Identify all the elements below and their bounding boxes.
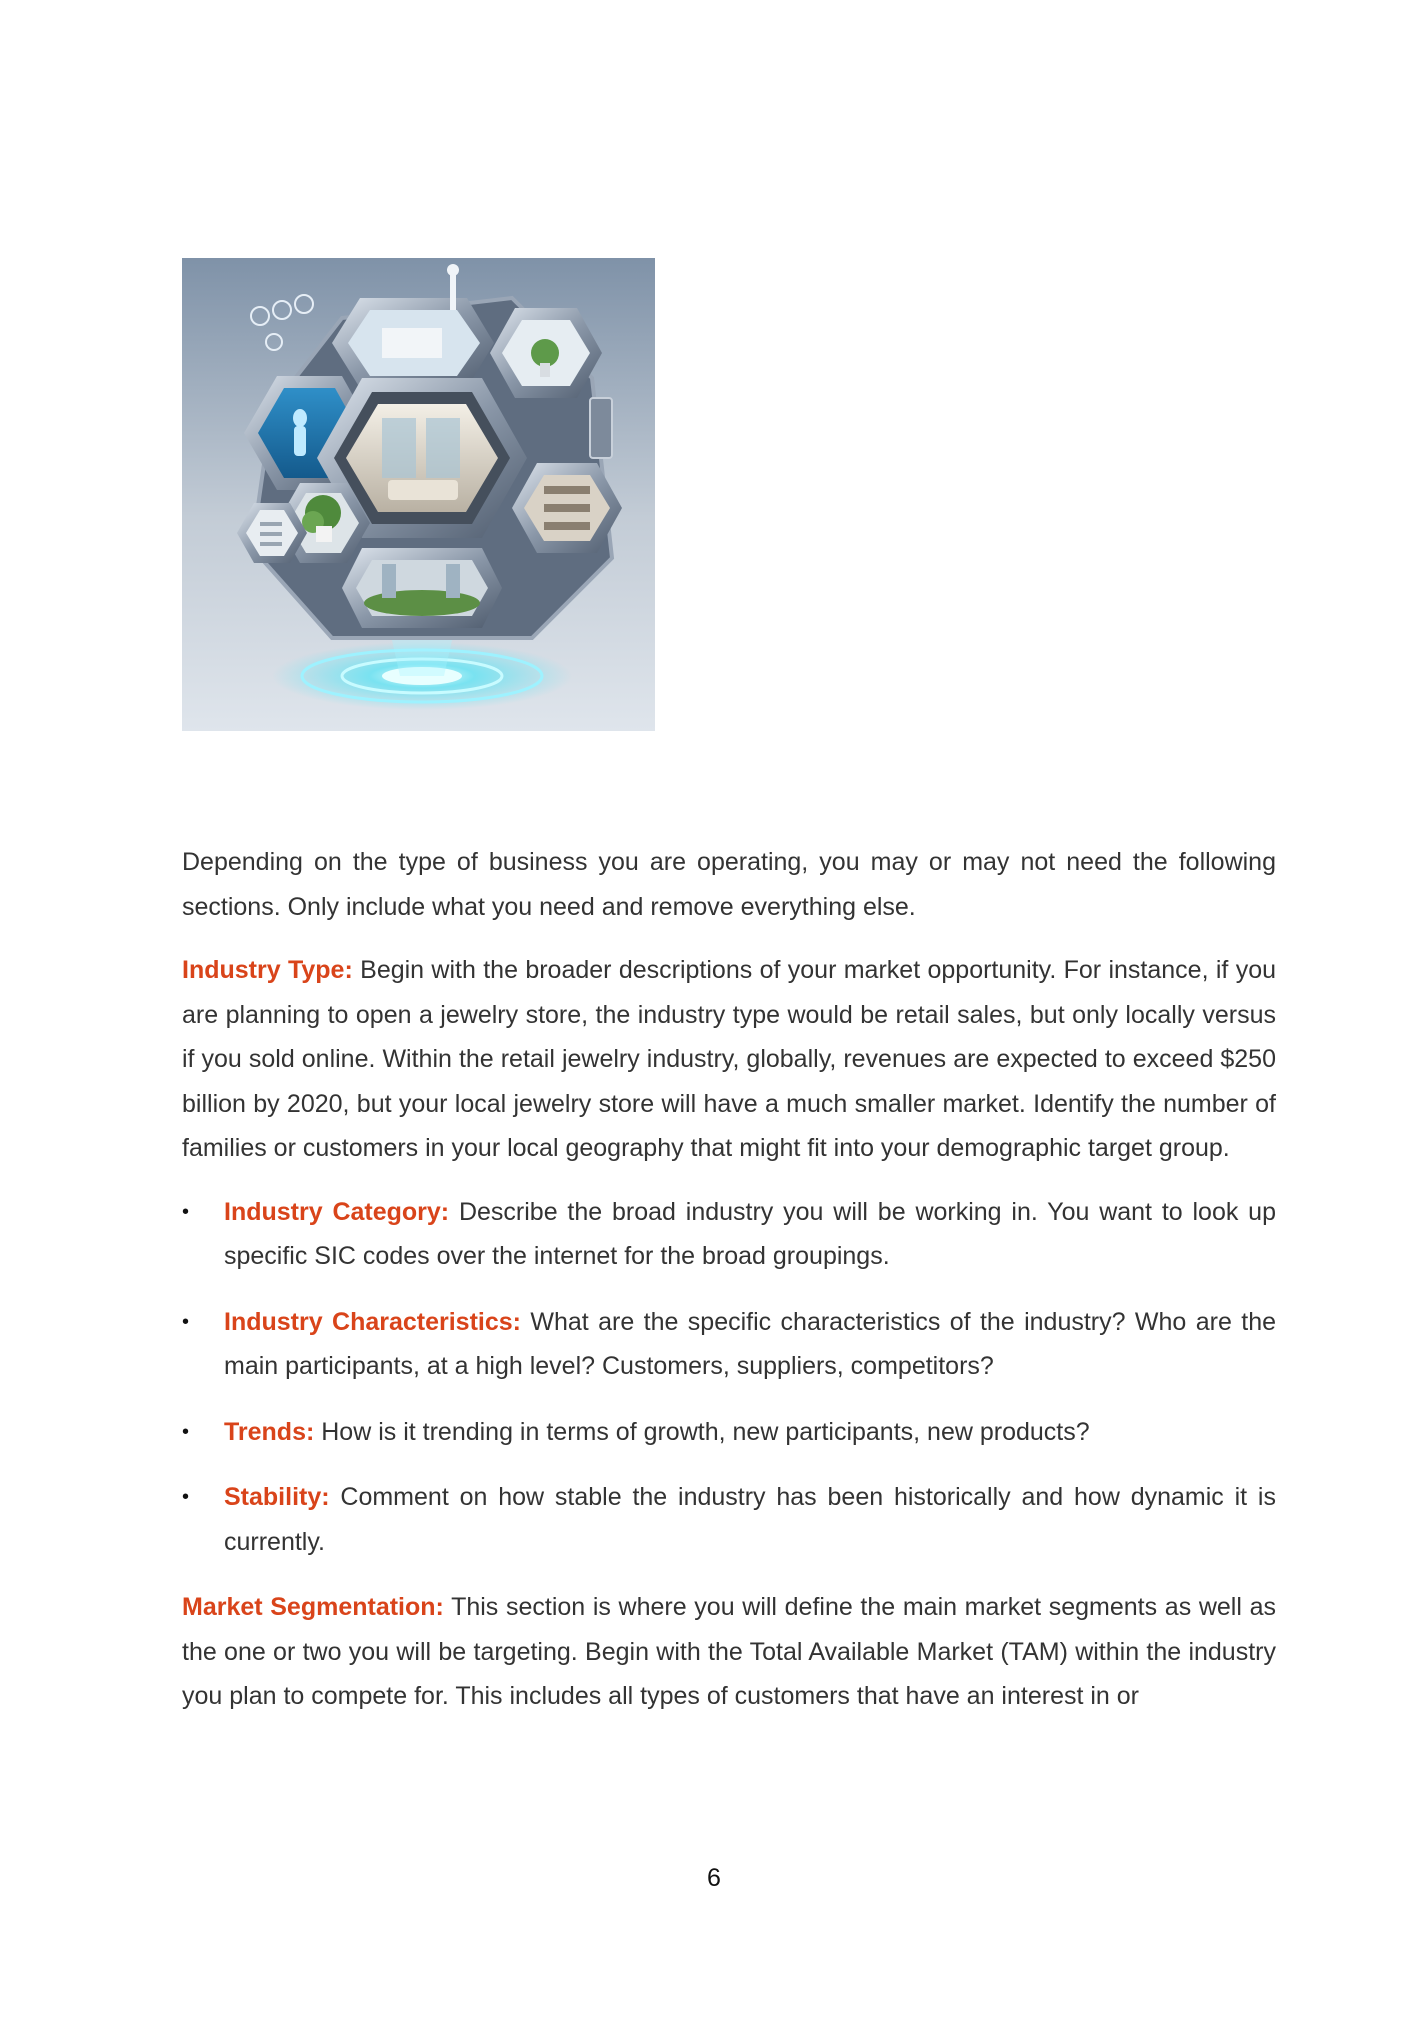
industry-type-label: Industry Type:: [182, 956, 353, 984]
bullet-icon: •: [182, 1420, 190, 1443]
bullet-text: What are the specific characteristics of the industry? Who are the main participants, at a high level? Customers, suppliers, competitors?: [224, 1307, 1276, 1380]
bullet-label: Industry Category:: [224, 1197, 450, 1226]
bullet-trends: [182, 1410, 1276, 1455]
intro-paragraph: Depending on the type of business you are operating, you may or may not need the following sections. Only include what you need and remove everything else.: [182, 848, 1276, 921]
market-segmentation-text: This section is where you will define the main market segments as well as the one or two you will be targeting. Begin with the Total Available Market (TAM) within the industry you plan to compete for. This includes all types of customers that have an interest in or: [182, 1593, 1276, 1710]
bullet-icon: •: [182, 1486, 190, 1508]
bullet-label: Industry Characteristics:: [224, 1307, 521, 1336]
bullet-label: Trends:: [224, 1417, 315, 1446]
industry-type-paragraph: [182, 948, 1276, 1171]
bullet-text: How is it trending in terms of growth, new participants, new products?: [314, 1417, 1090, 1446]
bullet-industry-category: [182, 1190, 1276, 1279]
body-text: [182, 840, 1276, 1738]
market-segmentation-paragraph: [182, 1585, 1276, 1719]
page-number: 6: [707, 1864, 721, 1892]
industry-type-text: Begin with the broader descriptions of your market opportunity. For instance, if you are planning to open a jewelry store, the industry type would be retail sales, but only locally versus if you sold online. Within the retail jewelry industry, globally, revenues are expected to exceed $250 billion by 2020, but your local jewelry store will have a much smaller market. Identify the number of families or customers in your local geography that might fit into your demographic target group.: [182, 956, 1277, 1162]
hexagonal-smart-home-illustration: [182, 258, 655, 731]
bullet-stability: [182, 1475, 1276, 1564]
market-segmentation-label: Market Segmentation:: [182, 1593, 444, 1621]
industry-bullet-list: [182, 1190, 1276, 1565]
bullet-icon: •: [182, 1200, 190, 1223]
bullet-icon: •: [182, 1310, 190, 1333]
bullet-industry-characteristics: [182, 1300, 1276, 1389]
bullet-text: Describe the broad industry you will be working in. You want to look up specific SIC codes over the internet for the broad groupings.: [224, 1197, 1276, 1270]
bullet-label: Stability:: [224, 1483, 330, 1511]
bullet-text: Comment on how stable the industry has been historically and how dynamic it is currently.: [224, 1483, 1276, 1556]
